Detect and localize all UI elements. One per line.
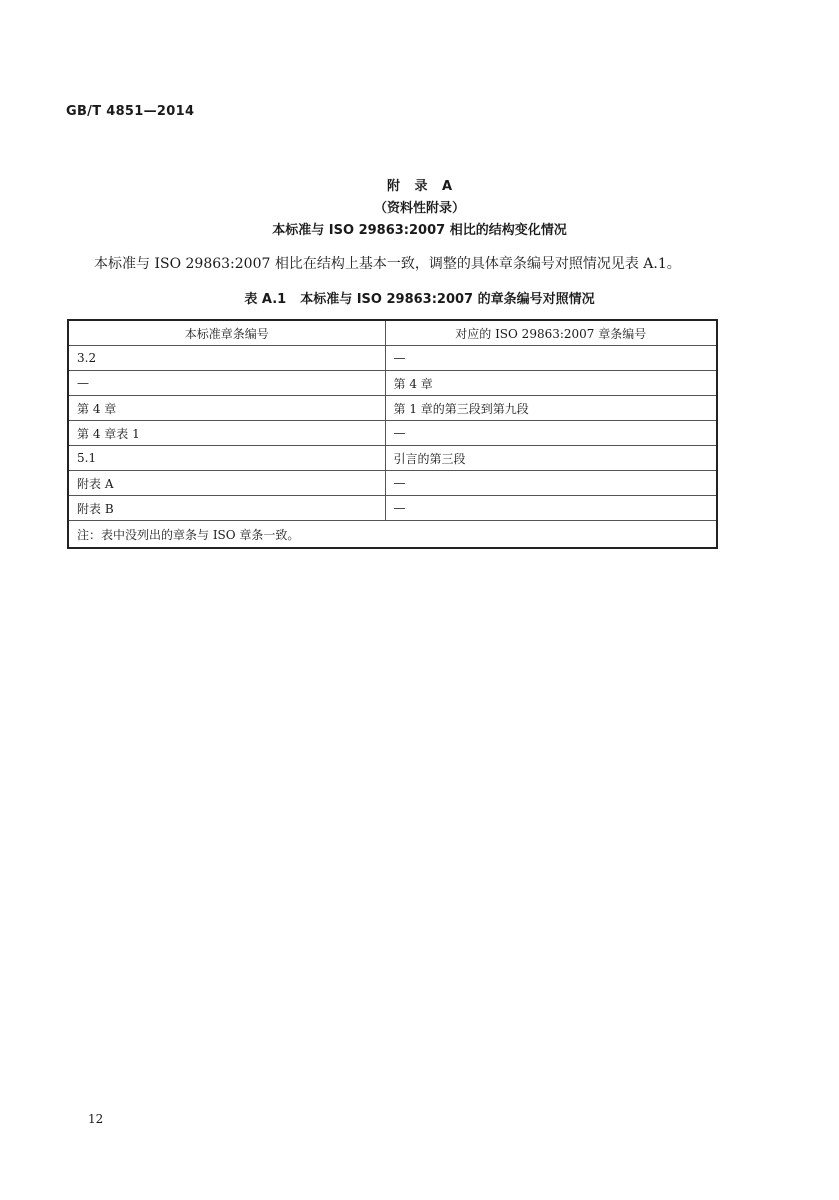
table-note: 注：表中没列出的章条与 ISO 章条一致。 [69,521,716,548]
table-cell-iso: 引言的第三段 [385,446,716,471]
table-caption-text: 本标准与 ISO 29863:2007 的章条编号对照情况 [300,292,595,307]
table-cell-iso: 第 4 章 [385,371,716,396]
annex-title: 附 录 A [386,179,453,194]
table-cell-iso: — [385,346,716,371]
table-cell-iso: — [385,471,716,496]
table-row [69,396,716,421]
table-row [69,446,716,471]
table-row [69,346,716,371]
table-note-row [69,521,716,548]
table-cell-this-standard: 5.1 [69,446,385,471]
mapping-table-frame [67,319,718,549]
table-cell-this-standard: 附表 A [69,471,385,496]
intro-paragraph: 本标准与 ISO 29863:2007 相比在结构上基本一致，调整的具体章条编号对照情况见表 A.1。 [94,256,681,272]
table-cell-iso: — [385,496,716,521]
table-row [69,421,716,446]
column-header-this-standard: 本标准章条编号 [69,321,385,346]
page-number: 12 [88,1112,104,1126]
annex-type: （资料性附录） [373,201,465,216]
table-cell-this-standard: — [69,371,385,396]
table-row [69,371,716,396]
annex-subtitle: 本标准与 ISO 29863:2007 相比的结构变化情况 [272,223,567,238]
standard-code: GB/T 4851—2014 [66,104,195,119]
mapping-table [69,321,716,547]
table-cell-this-standard: 附表 B [69,496,385,521]
column-header-iso: 对应的 ISO 29863:2007 章条编号 [385,321,716,346]
table-row [69,496,716,521]
table-cell-this-standard: 3.2 [69,346,385,371]
table-cell-this-standard: 第 4 章 [69,396,385,421]
table-cell-iso: — [385,421,716,446]
table-row [69,471,716,496]
table-cell-iso: 第 1 章的第三段到第九段 [385,396,716,421]
table-cell-this-standard: 第 4 章表 1 [69,421,385,446]
table-header-row [69,321,716,346]
table-caption [0,288,839,307]
table-caption-number: 表 A.1 [244,292,287,307]
